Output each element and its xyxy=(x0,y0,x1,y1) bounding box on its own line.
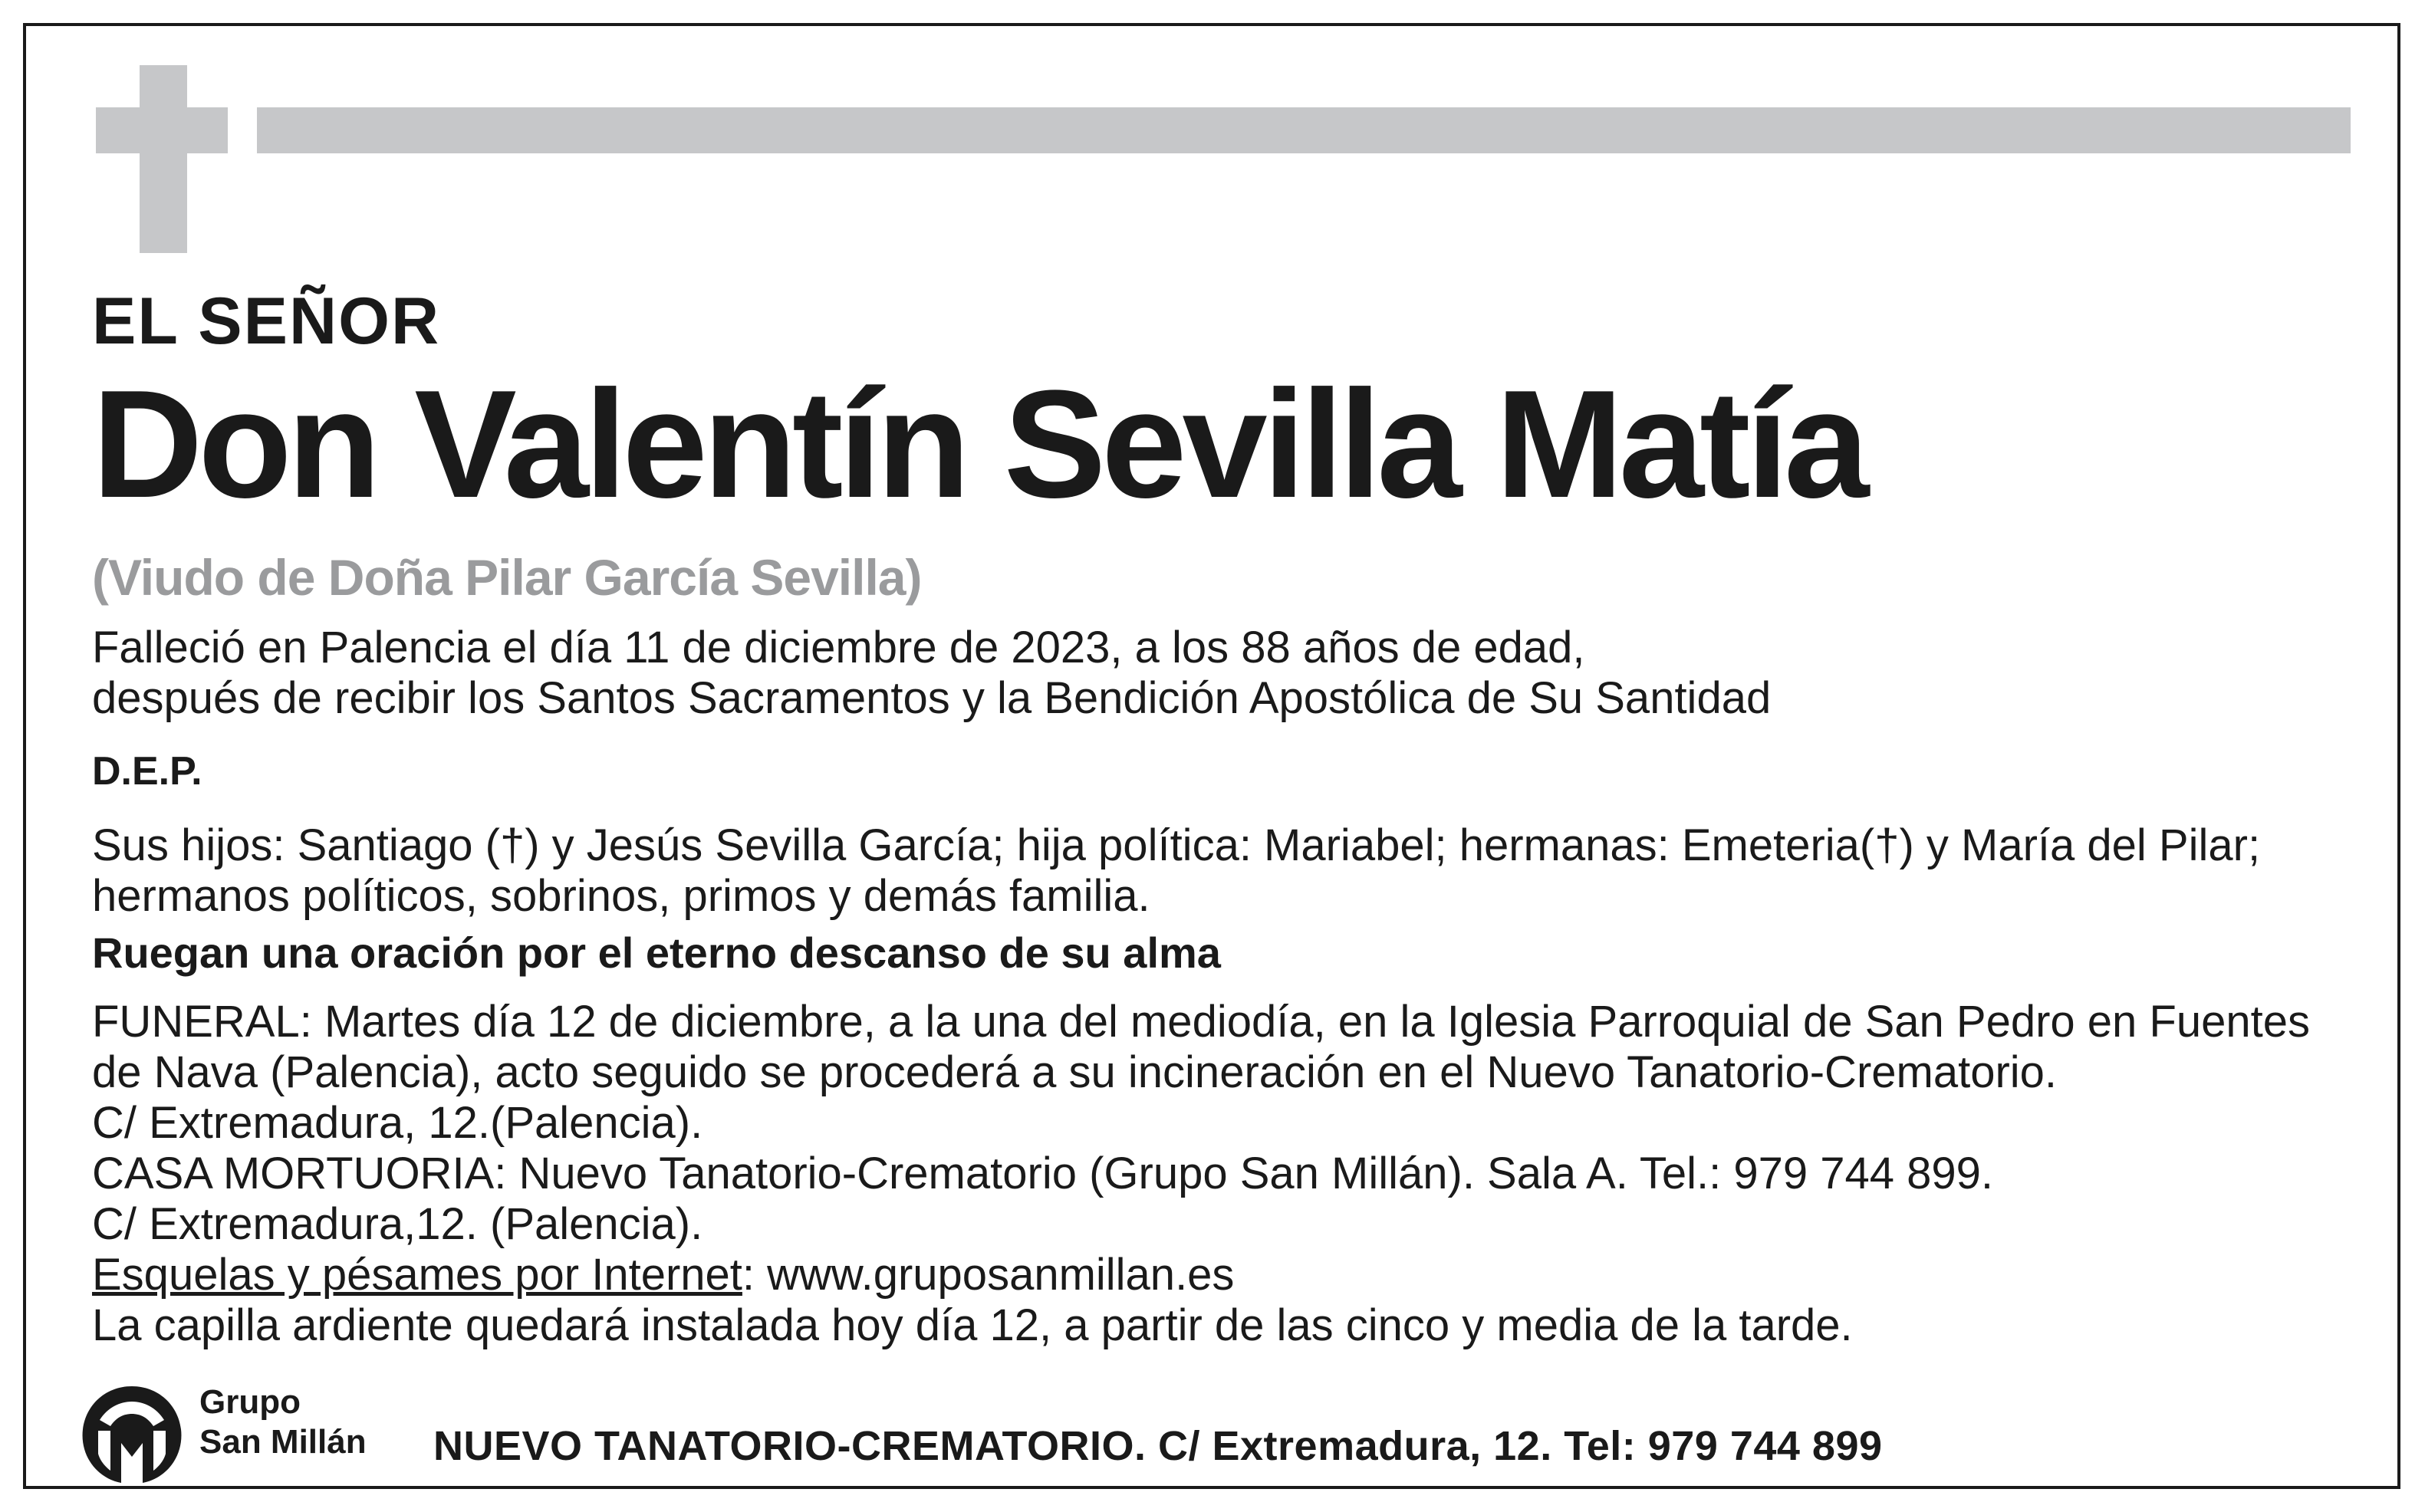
death-line: Falleció en Palencia el día 11 de diciembre de 2023, a los 88 años de edad, xyxy=(92,623,1585,672)
funeral-line: de Nava (Palencia), acto seguido se procederá a su incineración en el Nuevo Tanatorio-Crematorio. xyxy=(92,1047,2058,1097)
funeral-details xyxy=(92,997,2347,1351)
family-list xyxy=(92,820,2347,922)
cross-icon xyxy=(140,65,187,253)
funeral-line: C/ Extremadura, 12.(Palencia). xyxy=(92,1098,703,1148)
logo-line: Grupo xyxy=(199,1383,301,1421)
funeral-line: FUNERAL: Martes día 12 de diciembre, a la una del mediodía, en la Iglesia Parroquial de San Pedro en Fuentes xyxy=(92,997,2310,1047)
internet-line xyxy=(92,1250,2347,1300)
logo-line: San Millán xyxy=(199,1423,367,1461)
family-line: Sus hijos: Santiago (†) y Jesús Sevilla García; hija política: Mariabel; hermanas: Emeteria(†) y María del Pilar; xyxy=(92,820,2261,870)
logo-wordmark xyxy=(199,1382,367,1462)
death-line: después de recibir los Santos Sacramentos y la Bendición Apostólica de Su Santidad xyxy=(92,673,1772,723)
grupo-san-millan-logo-icon xyxy=(77,1380,188,1487)
cross-icon-arm xyxy=(96,107,228,153)
prayer-request: Ruegan una oración por el eterno descanso de su alma xyxy=(92,929,1221,977)
internet-url: : www.gruposanmillan.es xyxy=(742,1250,1235,1300)
funeral-line: C/ Extremadura,12. (Palencia). xyxy=(92,1199,703,1249)
widow-line: (Viudo de Doña Pilar García Sevilla) xyxy=(92,549,922,606)
deceased-name: Don Valentín Sevilla Matía xyxy=(92,359,1865,530)
internet-link-label[interactable]: Esquelas y pésames por Internet xyxy=(92,1250,742,1300)
funeral-line: CASA MORTUORIA: Nuevo Tanatorio-Crematorio (Grupo San Millán). Sala A. Tel.: 979 744 899. xyxy=(92,1149,1994,1198)
footer-address: NUEVO TANATORIO-CREMATORIO. C/ Extremadura, 12. Tel: 979 744 899 xyxy=(433,1423,1883,1469)
death-statement xyxy=(92,623,2347,724)
header-bar xyxy=(257,107,2351,153)
family-line: hermanos políticos, sobrinos, primos y demás familia. xyxy=(92,871,1150,921)
dep-label: D.E.P. xyxy=(92,749,202,794)
honorific: EL SEÑOR xyxy=(92,284,441,358)
chapel-line: La capilla ardiente quedará instalada hoy día 12, a partir de las cinco y media de la tarde. xyxy=(92,1300,1853,1350)
